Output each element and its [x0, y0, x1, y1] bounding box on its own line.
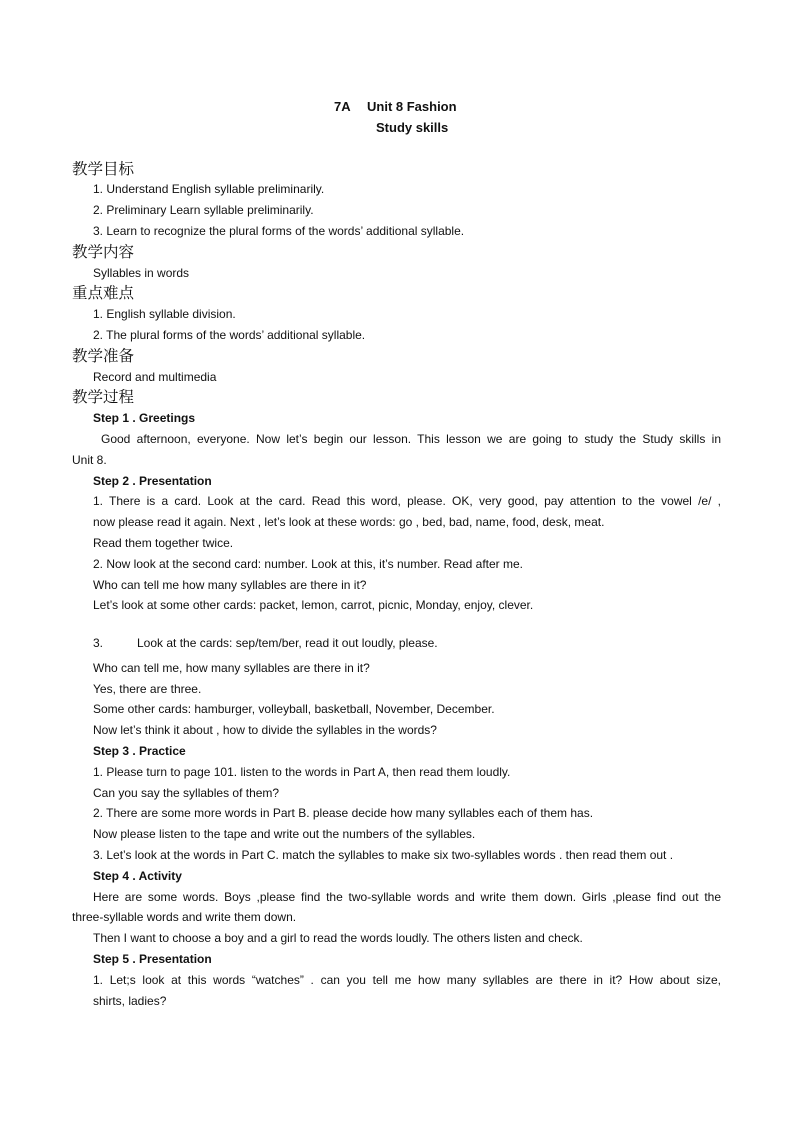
step-2-line: Yes, there are three. [93, 682, 202, 696]
title-unit: Unit 8 Fashion [367, 99, 457, 114]
heading-preparation: 教学准备 [72, 347, 135, 365]
step-5-title: Step 5 . Presentation [93, 952, 212, 966]
step-4-title: Step 4 . Activity [93, 869, 182, 883]
step-2-line: Look at the cards: sep/tem/ber, read it out loudly, please. [137, 636, 438, 650]
step-2-line: 2. Now look at the second card: number. Look at this, it’s number. Read after me. [93, 557, 524, 571]
content-item: Syllables in words [93, 266, 190, 280]
step-2-line: Read them together twice. [93, 536, 234, 550]
heading-objectives: 教学目标 [72, 160, 135, 178]
step-3-line: 1. Please turn to page 101. listen to the words in Part A, then read them loudly. [93, 765, 511, 779]
step-1-line: Unit 8. [72, 453, 107, 467]
step-2-line: Now let’s think it about , how to divide the syllables in the words? [93, 723, 437, 737]
step-2-line: Who can tell me, how many syllables are there in it? [93, 661, 370, 675]
key-point-item: 2. The plural forms of the words’ additional syllable. [93, 328, 366, 342]
step-3-line: Now please listen to the tape and write out the numbers of the syllables. [93, 827, 476, 841]
title-grade: 7A [334, 99, 351, 114]
heading-process: 教学过程 [72, 388, 135, 406]
step-1-title: Step 1 . Greetings [93, 411, 196, 425]
objective-item: 2. Preliminary Learn syllable preliminarily. [93, 203, 314, 217]
step-3-line: 3. Let’s look at the words in Part C. match the syllables to make six two-syllables words . then read them out . [93, 848, 674, 862]
preparation-item: Record and multimedia [93, 370, 217, 384]
heading-content: 教学内容 [72, 243, 135, 261]
title-topic: Study skills [376, 120, 449, 135]
step-2-line: Some other cards: hamburger, volleyball, basketball, November, December. [93, 702, 495, 716]
objective-item: 3. Learn to recognize the plural forms of the words’ additional syllable. [93, 224, 465, 238]
step-5-line: 1. Let;s look at this words “watches” . can you tell me how many syllables are there in it? How about size, [93, 973, 721, 987]
step-5-line: shirts, ladies? [93, 994, 167, 1008]
step-4-line: Here are some words. Boys ,please find the two-syllable words and write them down. Girls ,please find out the [93, 890, 721, 904]
step-4-line: three-syllable words and write them down. [72, 910, 297, 924]
heading-key-points: 重点难点 [72, 284, 135, 302]
step-3-line: 2. There are some more words in Part B. please decide how many syllables each of them has. [93, 806, 594, 820]
step-2-line: now please read it again. Next , let’s look at these words: go , bed, bad, name, food, desk, meat. [93, 515, 605, 529]
objective-item: 1. Understand English syllable preliminarily. [93, 182, 325, 196]
step-3-title: Step 3 . Practice [93, 744, 186, 758]
step-2-list-number: 3. [93, 636, 104, 650]
step-2-line: Let’s look at some other cards: packet, lemon, carrot, picnic, Monday, enjoy, clever. [93, 598, 534, 612]
step-1-line: Good afternoon, everyone. Now let’s begin our lesson. This lesson we are going to study the Study skills in [101, 432, 721, 446]
step-2-line: Who can tell me how many syllables are there in it? [93, 578, 367, 592]
step-4-line: Then I want to choose a boy and a girl to read the words loudly. The others listen and check. [93, 931, 583, 945]
step-2-line: 1. There is a card. Look at the card. Read this word, please. OK, very good, pay attention to the vowel /e/ , [93, 494, 721, 508]
step-3-line: Can you say the syllables of them? [93, 786, 280, 800]
key-point-item: 1. English syllable division. [93, 307, 236, 321]
step-2-title: Step 2 . Presentation [93, 474, 212, 488]
